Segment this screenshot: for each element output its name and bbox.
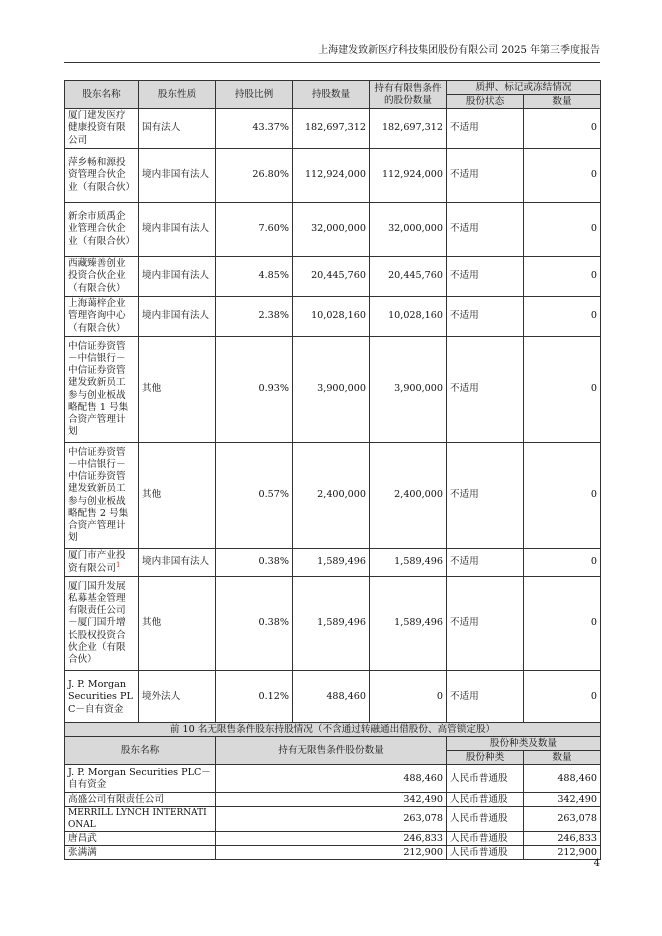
shareholder-name: 唐昌武 xyxy=(65,832,216,846)
holding-shares: 1,589,496 xyxy=(293,577,370,671)
restricted-shares: 182,697,312 xyxy=(370,109,447,149)
pledge-status: 不适用 xyxy=(447,549,524,577)
col-header-type: 股份种类 xyxy=(447,751,524,765)
restricted-shares: 1,589,496 xyxy=(370,577,447,671)
pledge-status: 不适用 xyxy=(447,149,524,203)
footnote-mark: 1 xyxy=(115,560,121,569)
unrestricted-shares: 488,460 xyxy=(216,765,447,793)
shareholder-name: 新余市质禹企业管理合伙企业（有限合伙） xyxy=(65,203,139,257)
restricted-shares: 10,028,160 xyxy=(370,297,447,337)
share-qty: 246,833 xyxy=(524,832,601,846)
shareholder-name: 萍乡畅和源投资管理合伙企业（有限合伙） xyxy=(65,149,139,203)
col-header-pledge-status: 股份状态 xyxy=(447,95,524,109)
col-header-type-group: 股份种类及数量 xyxy=(447,737,601,751)
shareholder-name: 厦门建发医疗健康投资有限公司 xyxy=(65,109,139,149)
pledge-qty: 0 xyxy=(524,337,601,443)
col-header-restricted: 持有有限售条件的股份数量 xyxy=(370,81,447,109)
share-qty: 342,490 xyxy=(524,793,601,807)
col-header-name: 股东名称 xyxy=(65,737,216,765)
shareholder-name-cell xyxy=(65,549,139,577)
pledge-qty: 0 xyxy=(524,671,601,725)
unrestricted-shares: 212,900 xyxy=(216,846,447,860)
shareholder-nature: 境内非国有法人 xyxy=(139,297,216,337)
pledge-status: 不适用 xyxy=(447,443,524,549)
share-qty: 212,900 xyxy=(524,846,601,860)
shareholder-nature: 其他 xyxy=(139,577,216,671)
holding-ratio: 2.38% xyxy=(216,297,293,337)
pledge-status: 不适用 xyxy=(447,671,524,725)
holding-shares: 1,589,496 xyxy=(293,549,370,577)
share-type: 人民币普通股 xyxy=(447,846,524,860)
holding-shares: 20,445,760 xyxy=(293,257,370,297)
unrestricted-shareholders-table xyxy=(64,722,601,860)
section-title: 前 10 名无限售条件股东持股情况（不含通过转融通出借股份、高管锁定股） xyxy=(65,723,601,737)
holding-shares: 32,000,000 xyxy=(293,203,370,257)
table-row xyxy=(65,297,601,337)
restricted-shares: 3,900,000 xyxy=(370,337,447,443)
pledge-status: 不适用 xyxy=(447,297,524,337)
shareholder-name: 高盛公司有限责任公司 xyxy=(65,793,216,807)
col-header-name: 股东名称 xyxy=(65,81,139,109)
table-row xyxy=(65,577,601,671)
shareholder-name: 西藏臻善创业投资合伙企业（有限合伙） xyxy=(65,257,139,297)
holding-shares: 112,924,000 xyxy=(293,149,370,203)
pledge-status: 不适用 xyxy=(447,203,524,257)
restricted-shares: 32,000,000 xyxy=(370,203,447,257)
table-row xyxy=(65,846,601,860)
holding-ratio: 0.38% xyxy=(216,549,293,577)
holding-shares: 182,697,312 xyxy=(293,109,370,149)
table-row xyxy=(65,443,601,549)
shareholder-name: J. P. Morgan Securities PLC－自有资金 xyxy=(65,765,216,793)
shareholder-name: MERRILL LYNCH INTERNATIONAL xyxy=(65,807,216,832)
restricted-shares: 1,589,496 xyxy=(370,549,447,577)
holding-ratio: 0.57% xyxy=(216,443,293,549)
shareholder-name: 厦门国升发展私募基金管理有限责任公司－厦门国升增长股权投资合伙企业（有限合伙） xyxy=(65,577,139,671)
shareholder-name: J. P. Morgan Securities PLC－自有资金 xyxy=(65,671,139,725)
holding-shares: 488,460 xyxy=(293,671,370,725)
table-row xyxy=(65,765,601,793)
header-rule xyxy=(64,62,600,63)
pledge-qty: 0 xyxy=(524,109,601,149)
col-header-shares: 持股数量 xyxy=(293,81,370,109)
shareholder-nature: 其他 xyxy=(139,443,216,549)
restricted-shares: 20,445,760 xyxy=(370,257,447,297)
shareholder-nature: 境外法人 xyxy=(139,671,216,725)
table-row xyxy=(65,337,601,443)
table-row xyxy=(65,549,601,577)
pledge-qty: 0 xyxy=(524,297,601,337)
col-header-unrestricted: 持有无限售条件股份数量 xyxy=(216,737,447,765)
pledge-status: 不适用 xyxy=(447,577,524,671)
col-header-ratio: 持股比例 xyxy=(216,81,293,109)
restricted-shares: 0 xyxy=(370,671,447,725)
restricted-shares: 112,924,000 xyxy=(370,149,447,203)
shareholder-name: 张满满 xyxy=(65,846,216,860)
pledge-status: 不适用 xyxy=(447,257,524,297)
shareholder-name: 中信证券资管－中信银行－中信证券资管建发致新员工参与创业板战略配售 1 号集合资产管理计划 xyxy=(65,337,139,443)
pledge-qty: 0 xyxy=(524,203,601,257)
unrestricted-shares: 263,078 xyxy=(216,807,447,832)
pledge-qty: 0 xyxy=(524,149,601,203)
shareholder-name: 中信证券资管－中信银行－中信证券资管建发致新员工参与创业板战略配售 2 号集合资产管理计划 xyxy=(65,443,139,549)
table-row xyxy=(65,109,601,149)
holding-ratio: 26.80% xyxy=(216,149,293,203)
pledge-qty: 0 xyxy=(524,549,601,577)
restricted-shares: 2,400,000 xyxy=(370,443,447,549)
page-number: 4 xyxy=(593,858,600,869)
share-type: 人民币普通股 xyxy=(447,793,524,807)
holding-ratio: 0.93% xyxy=(216,337,293,443)
report-header: 上海建发致新医疗科技集团股份有限公司 2025 年第三季度报告 xyxy=(318,45,600,56)
table-row xyxy=(65,257,601,297)
unrestricted-shares: 246,833 xyxy=(216,832,447,846)
shareholder-nature: 其他 xyxy=(139,337,216,443)
table-row xyxy=(65,203,601,257)
share-qty: 488,460 xyxy=(524,765,601,793)
shareholder-nature: 国有法人 xyxy=(139,109,216,149)
table-row xyxy=(65,832,601,846)
share-type: 人民币普通股 xyxy=(447,807,524,832)
col-header-pledge-qty: 数量 xyxy=(524,95,601,109)
pledge-qty: 0 xyxy=(524,577,601,671)
holding-ratio: 0.38% xyxy=(216,577,293,671)
shareholder-nature: 境内非国有法人 xyxy=(139,257,216,297)
holding-shares: 3,900,000 xyxy=(293,337,370,443)
holding-ratio: 43.37% xyxy=(216,109,293,149)
pledge-qty: 0 xyxy=(524,257,601,297)
share-type: 人民币普通股 xyxy=(447,765,524,793)
share-type: 人民币普通股 xyxy=(447,832,524,846)
top-shareholders-table xyxy=(64,80,601,725)
shareholder-nature: 境内非国有法人 xyxy=(139,149,216,203)
col-header-qty: 数量 xyxy=(524,751,601,765)
table-row xyxy=(65,671,601,725)
table-row xyxy=(65,807,601,832)
pledge-status: 不适用 xyxy=(447,337,524,443)
pledge-qty: 0 xyxy=(524,443,601,549)
col-header-pledge-group: 质押、标记或冻结情况 xyxy=(447,81,601,95)
shareholder-nature: 境内非国有法人 xyxy=(139,203,216,257)
share-qty: 263,078 xyxy=(524,807,601,832)
pledge-status: 不适用 xyxy=(447,109,524,149)
holding-shares: 2,400,000 xyxy=(293,443,370,549)
holding-ratio: 4.85% xyxy=(216,257,293,297)
unrestricted-shares: 342,490 xyxy=(216,793,447,807)
holding-ratio: 0.12% xyxy=(216,671,293,725)
shareholder-nature: 境内非国有法人 xyxy=(139,549,216,577)
table-row xyxy=(65,149,601,203)
col-header-nature: 股东性质 xyxy=(139,81,216,109)
table-row xyxy=(65,793,601,807)
holding-shares: 10,028,160 xyxy=(293,297,370,337)
shareholder-name: 厦门市产业投资有限公司 xyxy=(68,550,126,574)
holding-ratio: 7.60% xyxy=(216,203,293,257)
shareholder-name: 上海蔼梓企业管理咨询中心（有限合伙） xyxy=(65,297,139,337)
